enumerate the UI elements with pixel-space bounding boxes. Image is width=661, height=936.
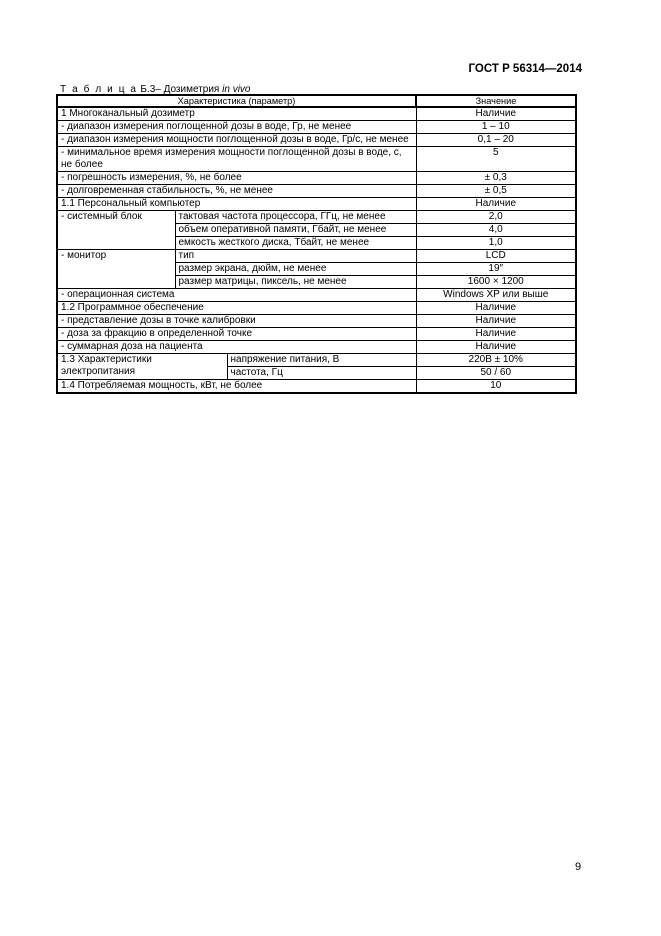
row-value: LCD (416, 250, 576, 263)
header-value: Значение (416, 95, 576, 107)
row-label: - минимальное время измерения мощности поглощенной дозы в воде, с, не более (57, 147, 416, 172)
row-value: Наличие (416, 328, 576, 341)
row-value: Windows XP или выше (416, 289, 576, 302)
caption-number: Б.3– Дозиметрия (137, 84, 223, 95)
row-label: 1 Многоканальный дозиметр (57, 107, 416, 121)
row-value: ± 0,3 (416, 172, 576, 185)
table-row (57, 147, 576, 172)
row-value: 1600 × 1200 (416, 276, 576, 289)
row-label: 1.3 Характеристики электропитания (57, 354, 227, 380)
row-value: 2,0 (416, 211, 576, 224)
row-value: Наличие (416, 107, 576, 121)
row-label: 1.1 Персональный компьютер (57, 198, 416, 211)
row-value: 1,0 (416, 237, 576, 250)
row-value: 1 – 10 (416, 121, 576, 134)
sub-param: тип (175, 250, 416, 263)
row-value: 4,0 (416, 224, 576, 237)
row-value: 10 (416, 380, 576, 394)
row-value: Наличие (416, 315, 576, 328)
row-label: - системный блок (57, 211, 175, 250)
standard-designation: ГОСТ Р 56314—2014 (468, 63, 582, 75)
row-value: Наличие (416, 341, 576, 354)
row-value: Наличие (416, 302, 576, 315)
row-value: 220В ± 10% (416, 354, 576, 367)
row-label: - диапазон измерения поглощенной дозы в воде, Гр, не менее (57, 121, 416, 134)
table-row (57, 380, 576, 394)
table-row (57, 198, 576, 211)
table-row (57, 302, 576, 315)
table-row (57, 211, 576, 224)
sub-param: емкость жесткого диска, Тбайт, не менее (175, 237, 416, 250)
row-label: - операционная система (57, 289, 416, 302)
sub-param: размер матрицы, пиксель, не менее (175, 276, 416, 289)
row-label: - доза за фракцию в определенной точке (57, 328, 416, 341)
sub-param: частота, Гц (227, 367, 416, 380)
sub-param: тактовая частота процессора, ГГц, не менее (175, 211, 416, 224)
row-label: - монитор (57, 250, 175, 289)
sub-param: объем оперативной памяти, Гбайт, не менее (175, 224, 416, 237)
table-row (57, 121, 576, 134)
caption-prefix: Т а б л и ц а (60, 84, 138, 95)
table-row (57, 185, 576, 198)
row-value: ± 0,5 (416, 185, 576, 198)
table-row (57, 315, 576, 328)
dosimetry-table (56, 94, 577, 394)
table-row (57, 134, 576, 147)
header-parameter: Характеристика (параметр) (57, 95, 416, 107)
row-value: 5 (416, 147, 576, 172)
table-row (57, 354, 576, 367)
row-value: 0,1 – 20 (416, 134, 576, 147)
table-row (57, 341, 576, 354)
row-label: - диапазон измерения мощности поглощенной дозы в воде, Гр/с, не менее (57, 134, 416, 147)
table-row (57, 328, 576, 341)
table-row (57, 172, 576, 185)
row-label: 1.4 Потребляемая мощность, кВт, не более (57, 380, 416, 394)
table-row (57, 107, 576, 121)
page-number: 9 (575, 861, 582, 873)
row-label: 1.2 Программное обеспечение (57, 302, 416, 315)
sub-param: размер экрана, дюйм, не менее (175, 263, 416, 276)
row-label: - долговременная стабильность, %, не менее (57, 185, 416, 198)
row-value: Наличие (416, 198, 576, 211)
table-row (57, 250, 576, 263)
row-label: - погрешность измерения, %, не более (57, 172, 416, 185)
row-label: - суммарная доза на пациента (57, 341, 416, 354)
table-row (57, 289, 576, 302)
row-label: - представление дозы в точке калибровки (57, 315, 416, 328)
sub-param: напряжение питания, В (227, 354, 416, 367)
row-value: 19″ (416, 263, 576, 276)
caption-italic: in vivo (222, 84, 251, 95)
row-value: 50 / 60 (416, 367, 576, 380)
